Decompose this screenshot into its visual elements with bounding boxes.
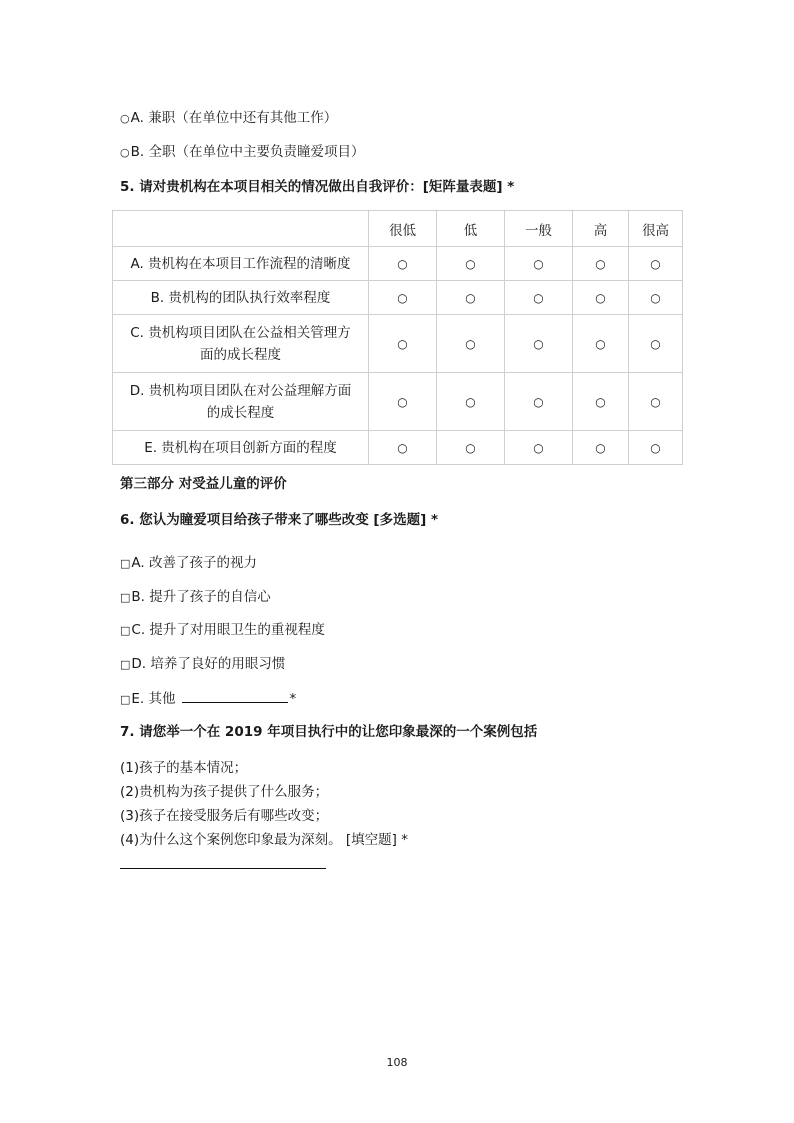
matrix-row-label: [113, 247, 369, 281]
matrix-header-row: [113, 211, 683, 247]
checkbox-icon: □: [120, 624, 131, 637]
radio-circle-icon: ○: [397, 336, 408, 351]
radio-circle-icon: ○: [465, 336, 476, 351]
matrix-radio-cell[interactable]: [505, 431, 573, 465]
matrix-radio-cell[interactable]: [437, 431, 505, 465]
q6-option-c[interactable]: [120, 620, 325, 641]
col-high: 高: [573, 211, 629, 247]
q6-option-d[interactable]: [120, 654, 285, 675]
radio-circle-icon: ○: [465, 256, 476, 271]
matrix-radio-cell[interactable]: [437, 281, 505, 315]
option-text: D. 培养了良好的用眼习惯: [131, 656, 286, 672]
radio-circle-icon: ○: [465, 290, 476, 305]
matrix-radio-cell[interactable]: [573, 247, 629, 281]
radio-circle-icon: ○: [397, 290, 408, 305]
option-text: C. 提升了对用眼卫生的重视程度: [131, 622, 325, 638]
radio-circle-icon: ○: [465, 394, 476, 409]
radio-circle-icon: ○: [595, 290, 606, 305]
required-mark: *: [289, 691, 297, 707]
q7-line-2: (2)贵机构为孩子提供了什么服务；: [120, 784, 329, 800]
matrix-row-label: [113, 281, 369, 315]
q6-option-a[interactable]: [120, 553, 257, 574]
radio-circle-icon: ○: [465, 440, 476, 455]
row-label-line: 面的成长程度: [200, 346, 281, 363]
other-fill-blank[interactable]: [182, 688, 288, 703]
checkbox-icon: □: [120, 557, 131, 570]
radio-circle-icon: ○: [397, 394, 408, 409]
radio-circle-icon: ○: [533, 256, 544, 271]
matrix-radio-cell[interactable]: [437, 315, 505, 373]
col-low: 低: [437, 211, 505, 247]
matrix-radio-cell[interactable]: [437, 247, 505, 281]
option-text: A. 改善了孩子的视力: [131, 555, 257, 571]
q7-line-3: (3)孩子在接受服务后有哪些改变；: [120, 808, 329, 824]
matrix-radio-cell[interactable]: [629, 247, 683, 281]
q7-title: 7. 请您举一个在 2019 年项目执行中的让您印象最深的一个案例包括: [120, 724, 538, 740]
option-text: B. 全职（在单位中主要负责瞳爱项目）: [130, 144, 365, 160]
matrix-corner: [113, 211, 369, 247]
row-label-line: B. 贵机构的团队执行效率程度: [150, 289, 331, 306]
radio-circle-icon: ○: [650, 256, 661, 271]
radio-circle-icon: ○: [533, 336, 544, 351]
q4-option-a[interactable]: [120, 108, 337, 129]
matrix-row-label: [113, 373, 369, 431]
q7-line-4: (4)为什么这个案例您印象最为深刻。 [填空题] *: [120, 832, 408, 848]
matrix-radio-cell[interactable]: [505, 281, 573, 315]
radio-circle-icon: ○: [595, 440, 606, 455]
section3-title: 第三部分 对受益儿童的评价: [120, 476, 287, 492]
matrix-row-label: [113, 315, 369, 373]
radio-circle-icon: ○: [650, 290, 661, 305]
matrix-row: [113, 431, 683, 465]
q7-line-1: (1)孩子的基本情况；: [120, 760, 248, 776]
row-label-line: D. 贵机构项目团队在对公益理解方面: [129, 382, 352, 399]
row-label-line: C. 贵机构项目团队在公益相关管理方: [130, 324, 351, 341]
checkbox-icon: □: [120, 693, 131, 706]
radio-circle-icon: ○: [397, 440, 408, 455]
matrix-row-label: [113, 431, 369, 465]
q5-matrix-table: [112, 210, 683, 465]
matrix-radio-cell[interactable]: [573, 373, 629, 431]
radio-circle-icon: ○: [650, 440, 661, 455]
radio-circle-icon: ○: [595, 394, 606, 409]
matrix-radio-cell[interactable]: [505, 315, 573, 373]
matrix-radio-cell[interactable]: [629, 315, 683, 373]
col-very-high: 很高: [629, 211, 683, 247]
matrix-radio-cell[interactable]: [369, 431, 437, 465]
matrix-radio-cell[interactable]: [369, 247, 437, 281]
matrix-radio-cell[interactable]: [573, 281, 629, 315]
q6-option-e[interactable]: [120, 688, 296, 710]
q6-option-b[interactable]: [120, 587, 271, 608]
radio-circle-icon: ○: [120, 146, 130, 159]
matrix-row: [113, 373, 683, 431]
radio-circle-icon: ○: [650, 394, 661, 409]
matrix-radio-cell[interactable]: [437, 373, 505, 431]
q7-answer-blank[interactable]: [120, 868, 326, 869]
matrix-radio-cell[interactable]: [573, 315, 629, 373]
radio-circle-icon: ○: [397, 256, 408, 271]
row-label-line: E. 贵机构在项目创新方面的程度: [144, 439, 337, 456]
radio-circle-icon: ○: [533, 394, 544, 409]
radio-circle-icon: ○: [650, 336, 661, 351]
radio-circle-icon: ○: [595, 256, 606, 271]
option-text: A. 兼职（在单位中还有其他工作）: [130, 110, 338, 126]
option-text: B. 提升了孩子的自信心: [131, 589, 271, 605]
q4-option-b[interactable]: [120, 142, 364, 163]
matrix-row: [113, 315, 683, 373]
q6-title: 6. 您认为瞳爱项目给孩子带来了哪些改变 [多选题] *: [120, 512, 439, 528]
row-label-line: 的成长程度: [206, 404, 275, 421]
matrix-radio-cell[interactable]: [369, 315, 437, 373]
checkbox-icon: □: [120, 591, 131, 604]
matrix-radio-cell[interactable]: [629, 281, 683, 315]
checkbox-icon: □: [120, 658, 131, 671]
row-label-line: A. 贵机构在本项目工作流程的清晰度: [130, 255, 351, 272]
radio-circle-icon: ○: [533, 440, 544, 455]
matrix-radio-cell[interactable]: [369, 373, 437, 431]
col-medium: 一般: [505, 211, 573, 247]
matrix-radio-cell[interactable]: [573, 431, 629, 465]
matrix-radio-cell[interactable]: [629, 373, 683, 431]
radio-circle-icon: ○: [533, 290, 544, 305]
matrix-radio-cell[interactable]: [629, 431, 683, 465]
matrix-radio-cell[interactable]: [505, 373, 573, 431]
radio-circle-icon: ○: [595, 336, 606, 351]
matrix-radio-cell[interactable]: [369, 281, 437, 315]
radio-circle-icon: ○: [120, 112, 130, 125]
matrix-row: [113, 247, 683, 281]
matrix-radio-cell[interactable]: [505, 247, 573, 281]
option-text: E. 其他: [131, 691, 176, 707]
q5-title: 5. 请对贵机构在本项目相关的情况做出自我评价：[矩阵量表题] *: [120, 179, 515, 195]
matrix-row: [113, 281, 683, 315]
col-very-low: 很低: [369, 211, 437, 247]
page-number: 108: [386, 1056, 408, 1069]
